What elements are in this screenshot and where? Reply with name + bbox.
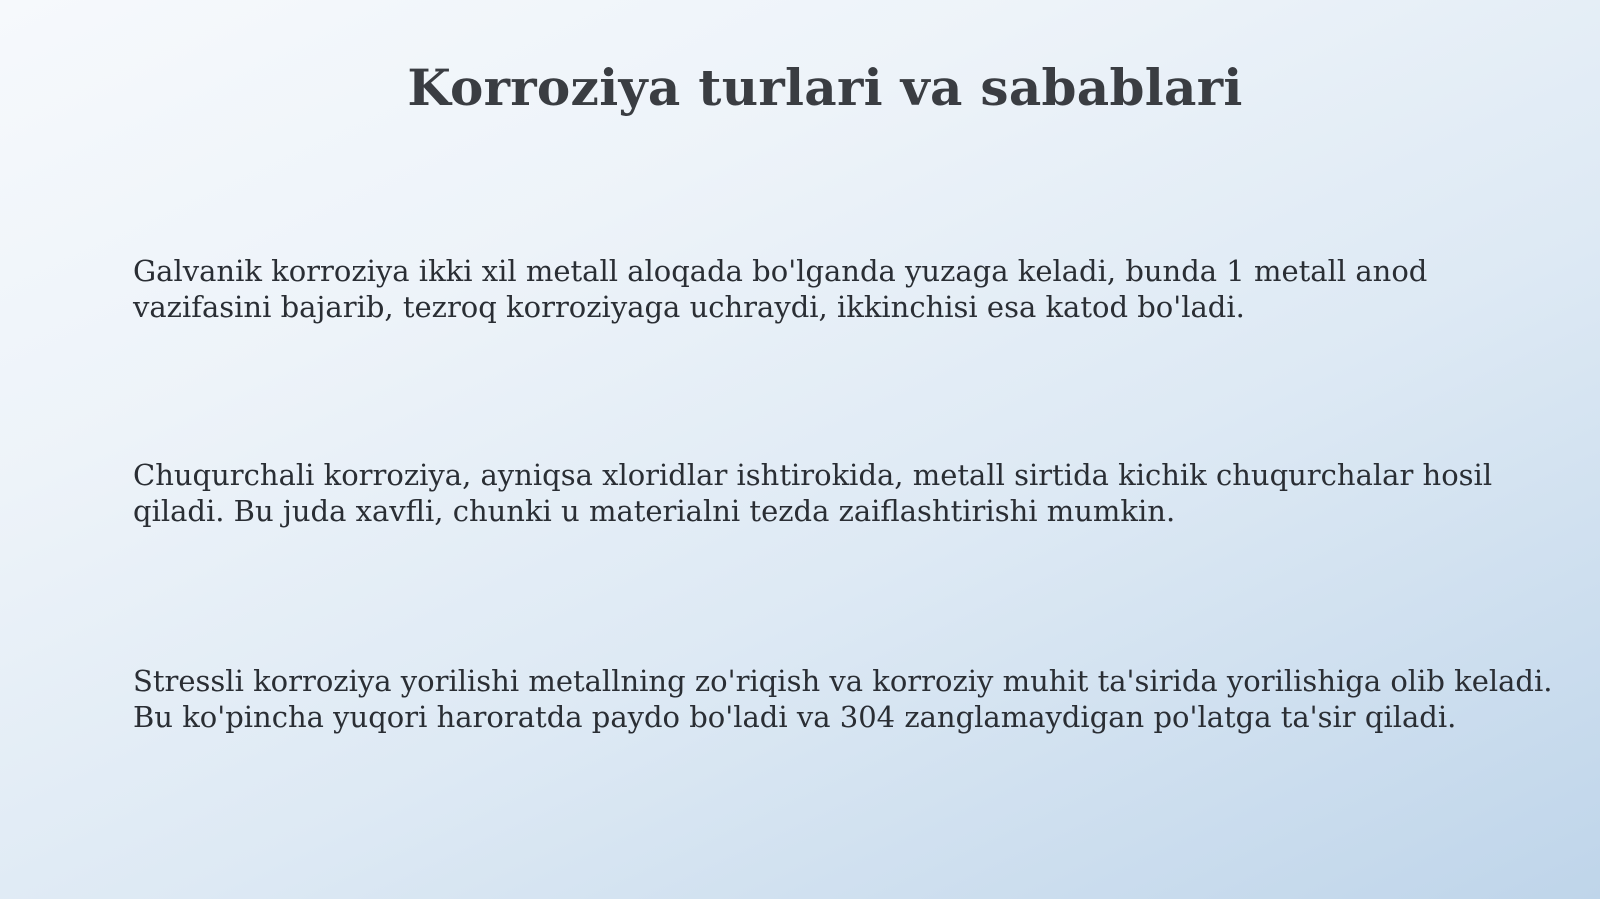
paragraph-stress-corrosion-cracking: Stressli korroziya yorilishi metallning zo'riqish va korroziy muhit ta'sirida yorilishiga olib keladi. Bu ko'pincha yuqori haroratda paydo bo'ladi va 304 zanglamaydigan po'latga ta'sir qiladi. — [133, 664, 1553, 734]
paragraph-pitting-corrosion: Chuqurchali korroziya, ayniqsa xloridlar ishtirokida, metall sirtida kichik chuqurchalar hosil qiladi. Bu juda xavfli, chunki u materialni tezda zaiflashtirishi mumkin. — [133, 458, 1493, 528]
slide-title: Korroziya turlari va sabablari — [407, 58, 1243, 117]
paragraph-galvanic-corrosion: Galvanik korroziya ikki xil metall aloqada bo'lganda yuzaga keladi, bunda 1 metall anod vazifasini bajarib, tezroq korroziyaga uchraydi, ikkinchisi esa katod bo'ladi. — [133, 254, 1428, 324]
